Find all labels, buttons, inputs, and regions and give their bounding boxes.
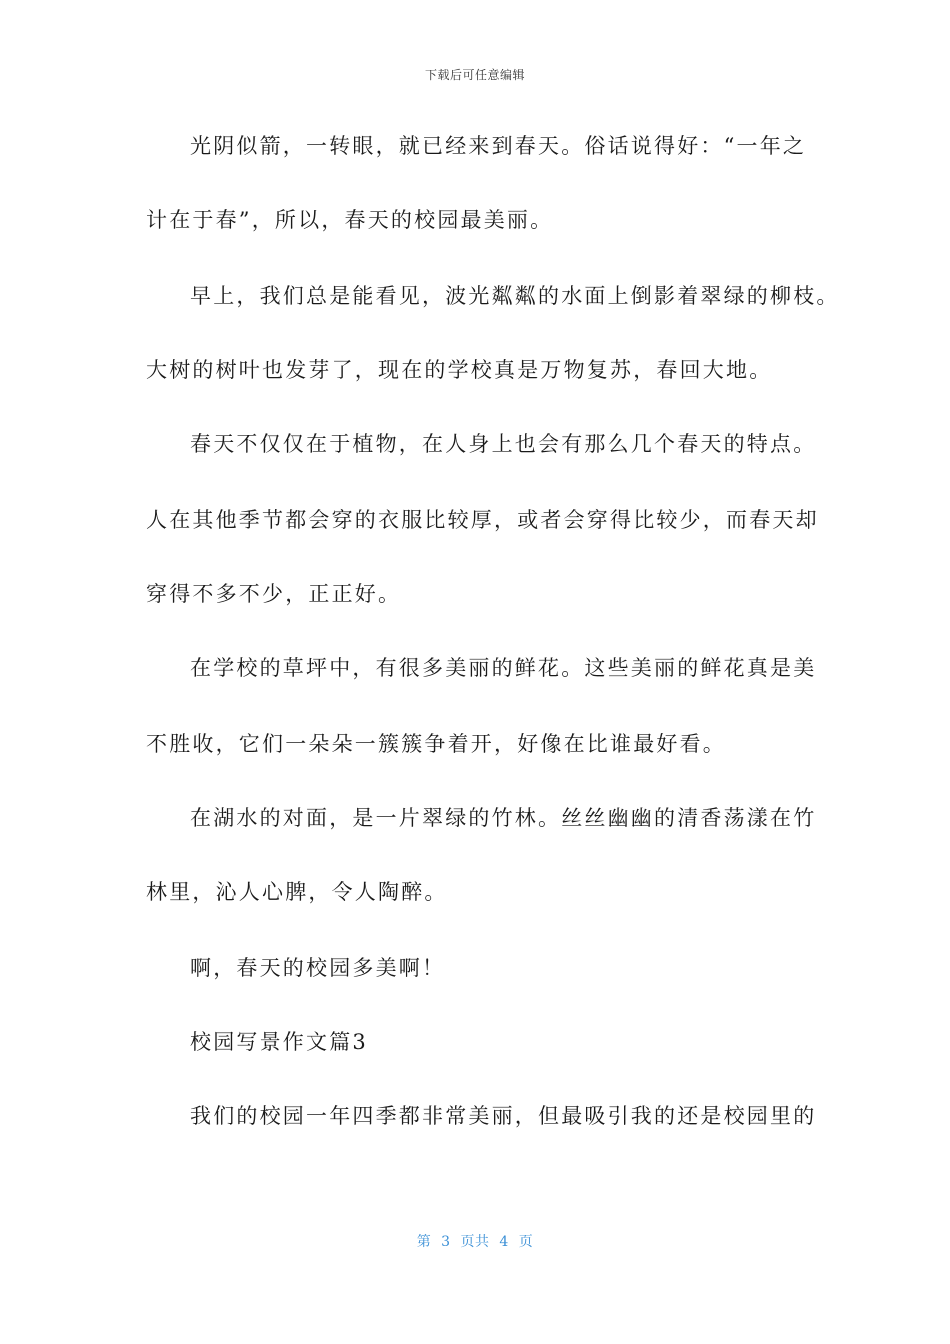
paragraph-line: 计在于春”，所以，春天的校园最美丽。: [146, 208, 554, 232]
paragraph-line: 啊，春天的校园多美啊！: [190, 956, 446, 980]
paragraph-line: 不胜收，它们一朵朵一簇簇争着开，好像在比谁最好看。: [146, 732, 726, 756]
section-heading: 校园写景作文篇3: [190, 1030, 368, 1054]
paragraph-line: 我们的校园一年四季都非常美丽，但最吸引我的还是校园里的: [190, 1104, 817, 1128]
paragraph-line: 林里，沁人心脾，令人陶醉。: [146, 880, 448, 904]
paragraph-line: 穿得不多不少，正正好。: [146, 582, 402, 606]
paragraph-line: 人在其他季节都会穿的衣服比较厚，或者会穿得比较少，而春天却: [146, 508, 819, 532]
paragraph-line: 光阴似箭，一转眼，就已经来到春天。俗话说得好：“一年之: [190, 134, 807, 158]
paragraph-line: 春天不仅仅在于植物，在人身上也会有那么几个春天的特点。: [190, 432, 817, 456]
paragraph-line: 在湖水的对面，是一片翠绿的竹林。丝丝幽幽的清香荡漾在竹: [190, 806, 817, 830]
page-number-footer: 第 3 页共 4 页: [416, 1234, 534, 1250]
paragraph-line: 大树的树叶也发芽了，现在的学校真是万物复苏，春回大地。: [146, 358, 773, 382]
page-header: 下载后可任意编辑: [424, 68, 525, 82]
paragraph-line: 在学校的草坪中，有很多美丽的鲜花。这些美丽的鲜花真是美: [190, 656, 817, 680]
paragraph-line: 早上，我们总是能看见，波光粼粼的水面上倒影着翠绿的柳枝。: [190, 284, 840, 308]
